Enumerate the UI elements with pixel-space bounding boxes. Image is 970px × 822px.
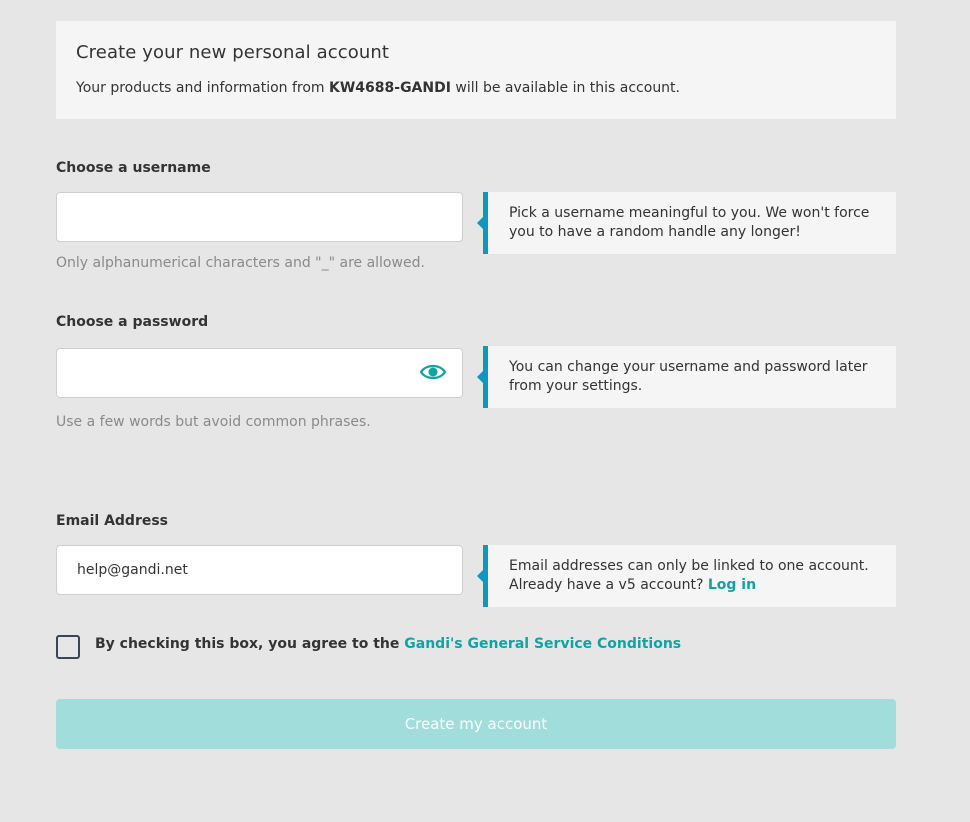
email-tip-text: Email addresses can only be linked to one account. Already have a v5 account?: [509, 558, 869, 593]
username-label: Choose a username: [56, 160, 211, 176]
login-link[interactable]: Log in: [707, 577, 757, 593]
password-hint: Use a few words but avoid common phrases.: [56, 414, 371, 430]
subtitle-before: Your products and information from: [76, 80, 329, 96]
email-label: Email Address: [56, 513, 169, 529]
username-tip: Pick a username meaningful to you. We won't force you to have a random handle any longer!: [483, 192, 896, 254]
page-title: Create your new personal account: [76, 42, 390, 63]
email-input[interactable]: [56, 545, 463, 595]
terms-agreement: [95, 636, 681, 652]
username-input[interactable]: [56, 192, 463, 242]
create-account-button[interactable]: Create my account: [56, 699, 896, 749]
subtitle-handle: KW4688-GANDI: [329, 80, 451, 96]
terms-checkbox[interactable]: [56, 635, 80, 659]
eye-icon[interactable]: [419, 362, 447, 382]
subtitle-after: will be available in this account.: [450, 80, 680, 96]
account-header: [56, 21, 896, 119]
password-input[interactable]: [56, 348, 463, 398]
header-subtitle: [76, 80, 680, 96]
username-hint: Only alphanumerical characters and "_" are allowed.: [56, 255, 425, 271]
email-tip: [483, 545, 896, 607]
terms-text: By checking this box, you agree to the: [95, 636, 405, 652]
password-tip: You can change your username and password later from your settings.: [483, 346, 896, 408]
password-label: Choose a password: [56, 314, 209, 330]
terms-link[interactable]: Gandi's General Service Conditions: [404, 636, 682, 652]
